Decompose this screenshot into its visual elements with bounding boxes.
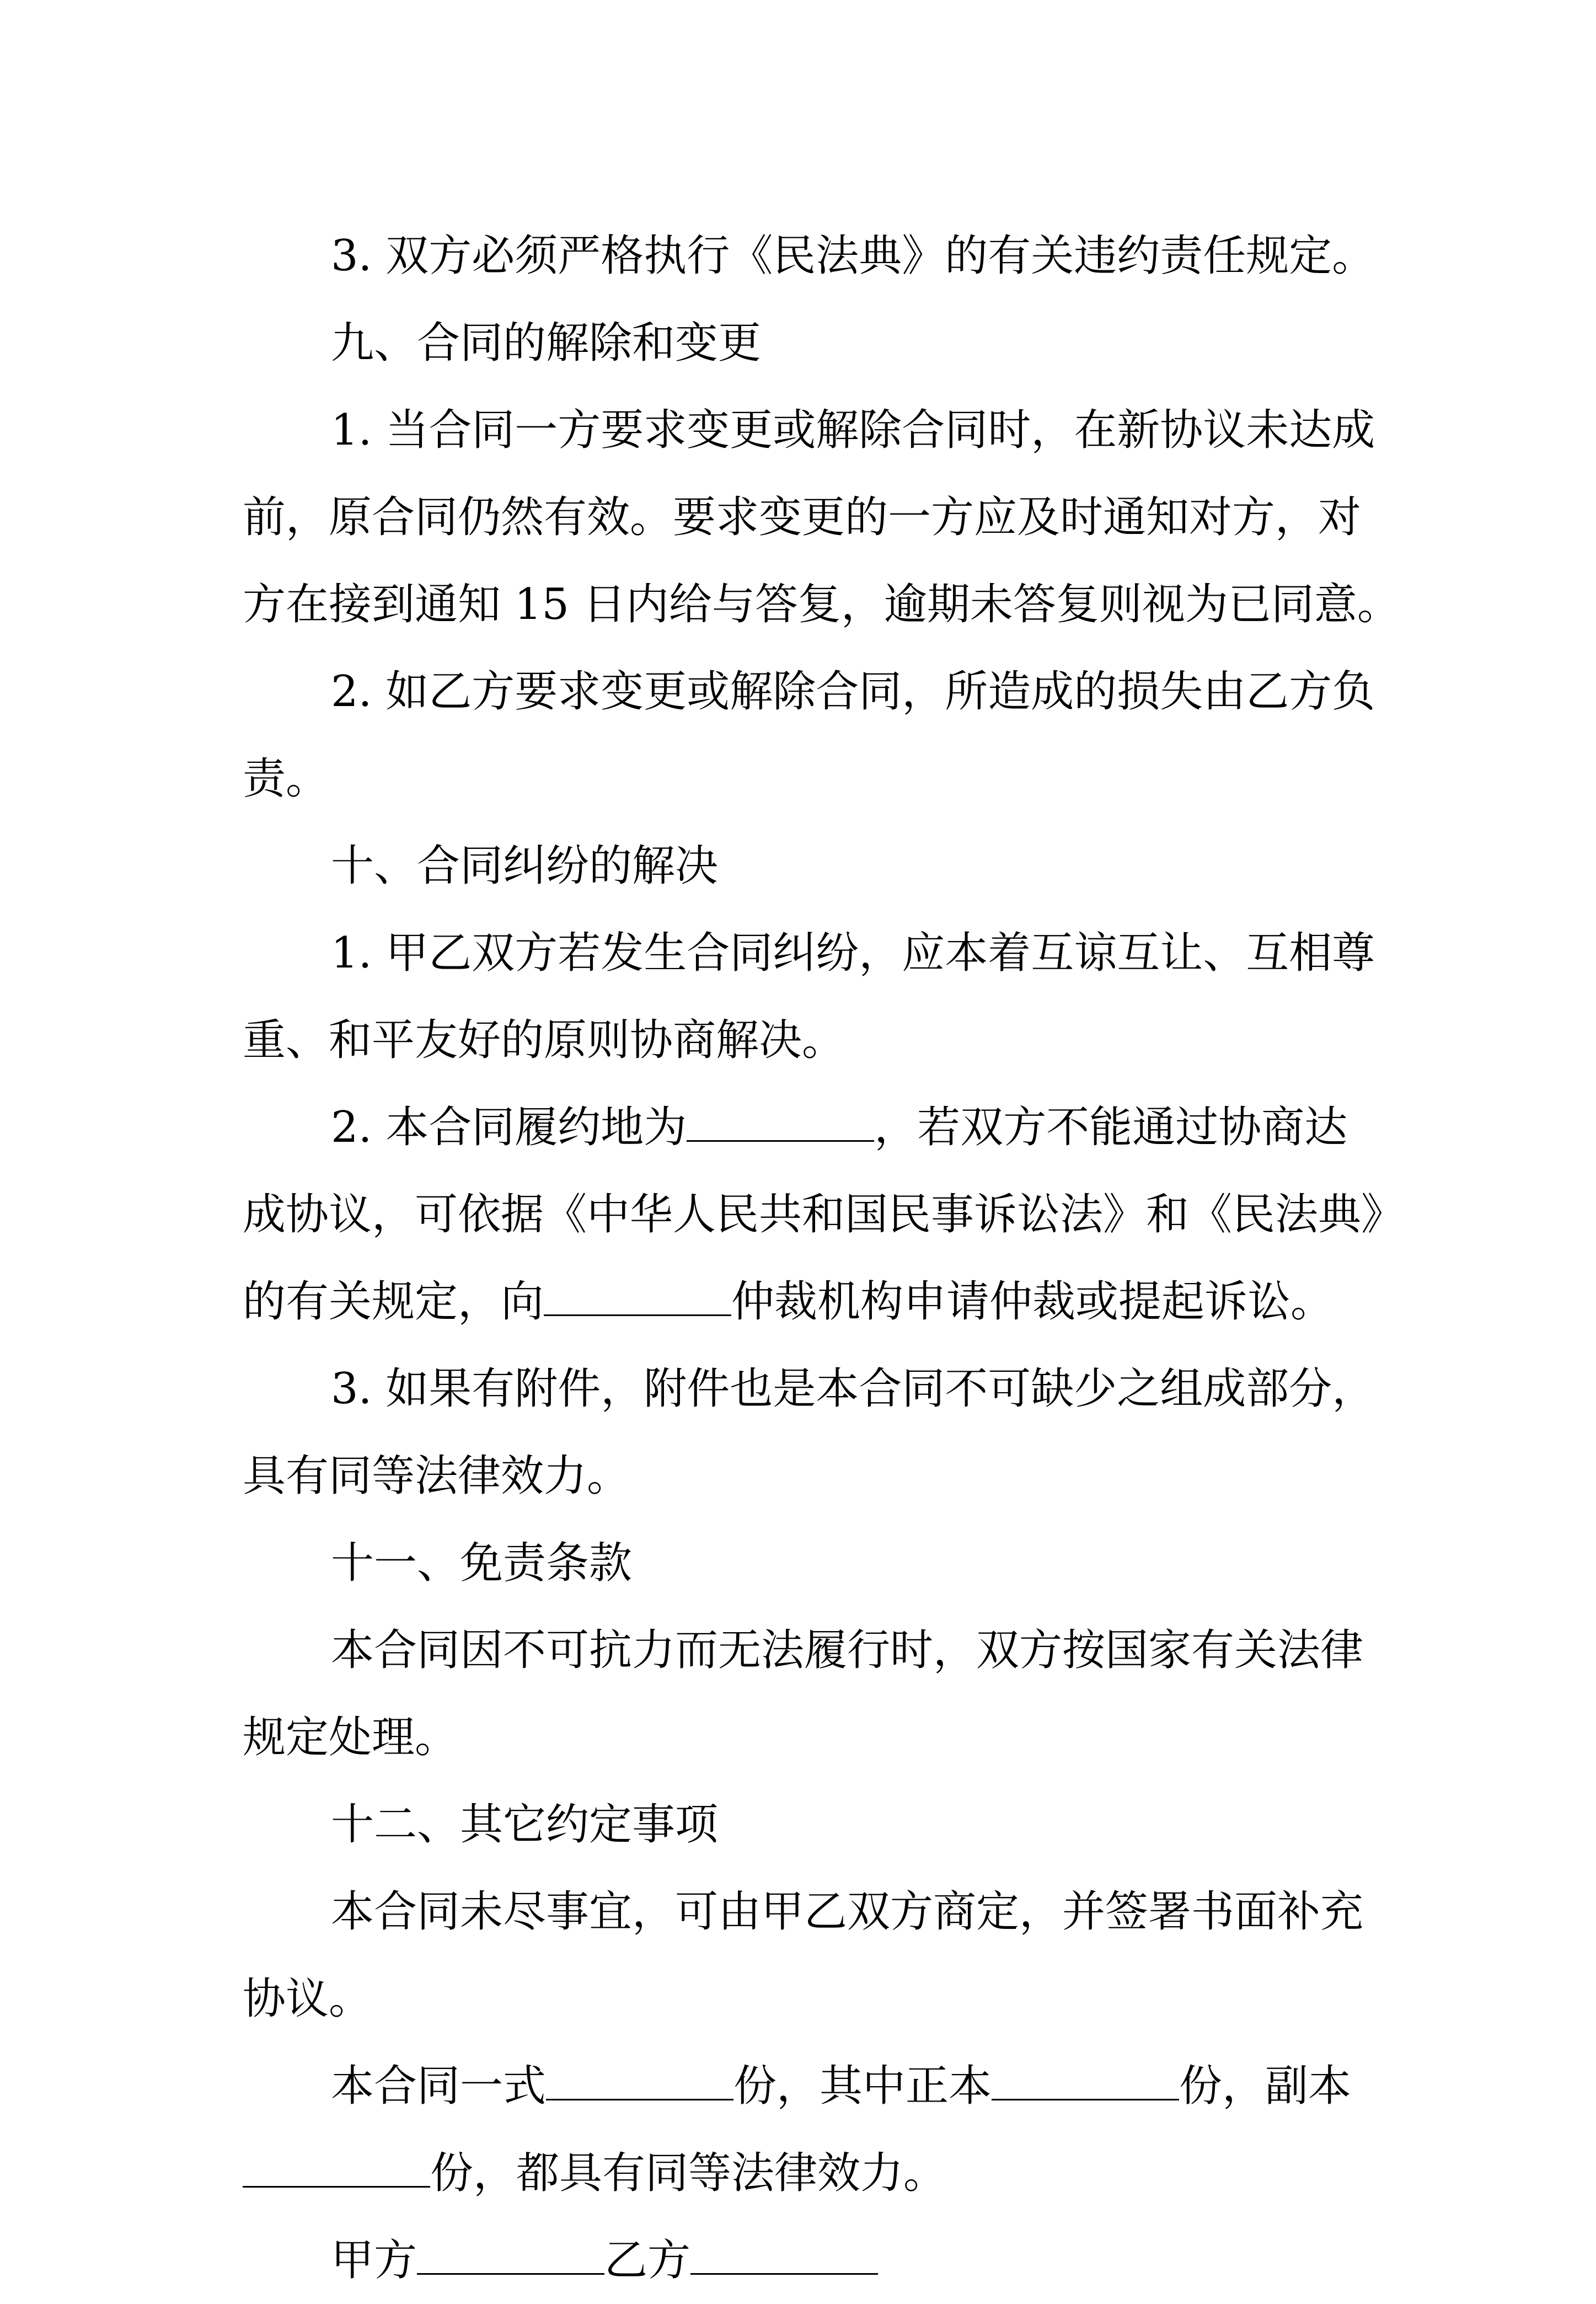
line-text: 本合同因不可抗力而无法履行时，双方按国家有关法律 <box>331 1626 1364 1675</box>
text-line <box>243 300 1357 387</box>
text-line <box>243 1258 1357 1345</box>
text-line <box>243 1084 1357 1171</box>
line-text: 成协议，可依据《中华人民共和国民事诉讼法》和《民法典》 <box>243 1190 1405 1239</box>
text-line <box>243 822 1357 910</box>
line-text: 1. 甲乙双方若发生合同纠纷，应本着互谅互让、互相尊 <box>331 928 1375 978</box>
line-text: 本合同一式 <box>331 2061 547 2111</box>
fill-in-blank[interactable] <box>687 1107 874 1142</box>
text-line <box>243 1781 1357 1868</box>
text-line <box>243 1432 1357 1520</box>
text-line <box>243 561 1400 648</box>
line-text: 十一、免责条款 <box>331 1538 633 1588</box>
line-text: 十、合同纠纷的解决 <box>331 841 719 891</box>
text-line <box>243 735 1357 822</box>
text-line <box>243 2130 1357 2217</box>
text-line <box>243 1607 1364 1694</box>
fill-in-blank[interactable] <box>546 2066 733 2100</box>
text-line <box>243 1171 1405 1258</box>
text-line <box>243 1694 1357 1781</box>
line-text: 方在接到通知 15 日内给与答复，逾期未答复则视为已同意。 <box>243 580 1400 629</box>
line-text: 十二、其它约定事项 <box>331 1800 719 1849</box>
text-line <box>243 1955 1357 2043</box>
line-text: 责。 <box>243 754 329 804</box>
text-line <box>243 474 1362 561</box>
line-text: 九、合同的解除和变更 <box>331 318 762 368</box>
text-line <box>243 1345 1375 1432</box>
line-text: 规定处理。 <box>243 1713 458 1762</box>
line-text: 份，其中正本 <box>733 2061 992 2111</box>
line-text: 重、和平友好的原则协商解决。 <box>243 1015 845 1065</box>
line-text: 3. 双方必须严格执行《民法典》的有关违约责任规定。 <box>331 231 1375 281</box>
line-text: 份，都具有同等法律效力。 <box>430 2148 947 2198</box>
fill-in-blank[interactable] <box>243 2153 430 2188</box>
line-text: 2. 如乙方要求变更或解除合同，所造成的损失由乙方负 <box>331 667 1375 717</box>
line-text: 1. 当合同一方要求变更或解除合同时，在新协议未达成 <box>331 405 1375 455</box>
text-line <box>243 997 1357 1084</box>
line-text: 协议。 <box>243 1974 372 2024</box>
fill-in-blank[interactable] <box>992 2066 1179 2100</box>
text-line <box>243 1520 1357 1607</box>
line-text: 甲方 <box>331 2236 417 2285</box>
text-line <box>243 1868 1364 1955</box>
text-line <box>243 2217 1357 2304</box>
line-text: ，若双方不能通过协商达 <box>874 1103 1348 1152</box>
document-body <box>243 212 1405 2304</box>
line-text: 本合同未尽事宜，可由甲乙双方商定，并签署书面补充 <box>331 1887 1364 1937</box>
line-text: 具有同等法律效力。 <box>243 1451 630 1501</box>
line-text: 前，原合同仍然有效。要求变更的一方应及时通知对方，对 <box>243 493 1362 542</box>
line-text: 份，副本 <box>1179 2061 1352 2111</box>
line-text: 2. 本合同履约地为 <box>331 1103 687 1152</box>
document-page <box>243 212 1405 2304</box>
text-line <box>243 387 1375 474</box>
line-text: 的有关规定，向 <box>243 1277 544 1327</box>
text-line <box>243 910 1375 997</box>
text-line <box>243 212 1375 300</box>
line-text: 3. 如果有附件，附件也是本合同不可缺少之组成部分， <box>331 1364 1375 1414</box>
text-line <box>243 648 1375 735</box>
line-text: 仲裁机构申请仲裁或提起诉讼。 <box>731 1277 1334 1327</box>
line-text: 乙方 <box>604 2236 691 2285</box>
fill-in-blank[interactable] <box>544 1281 731 1316</box>
text-line <box>243 2043 1357 2130</box>
